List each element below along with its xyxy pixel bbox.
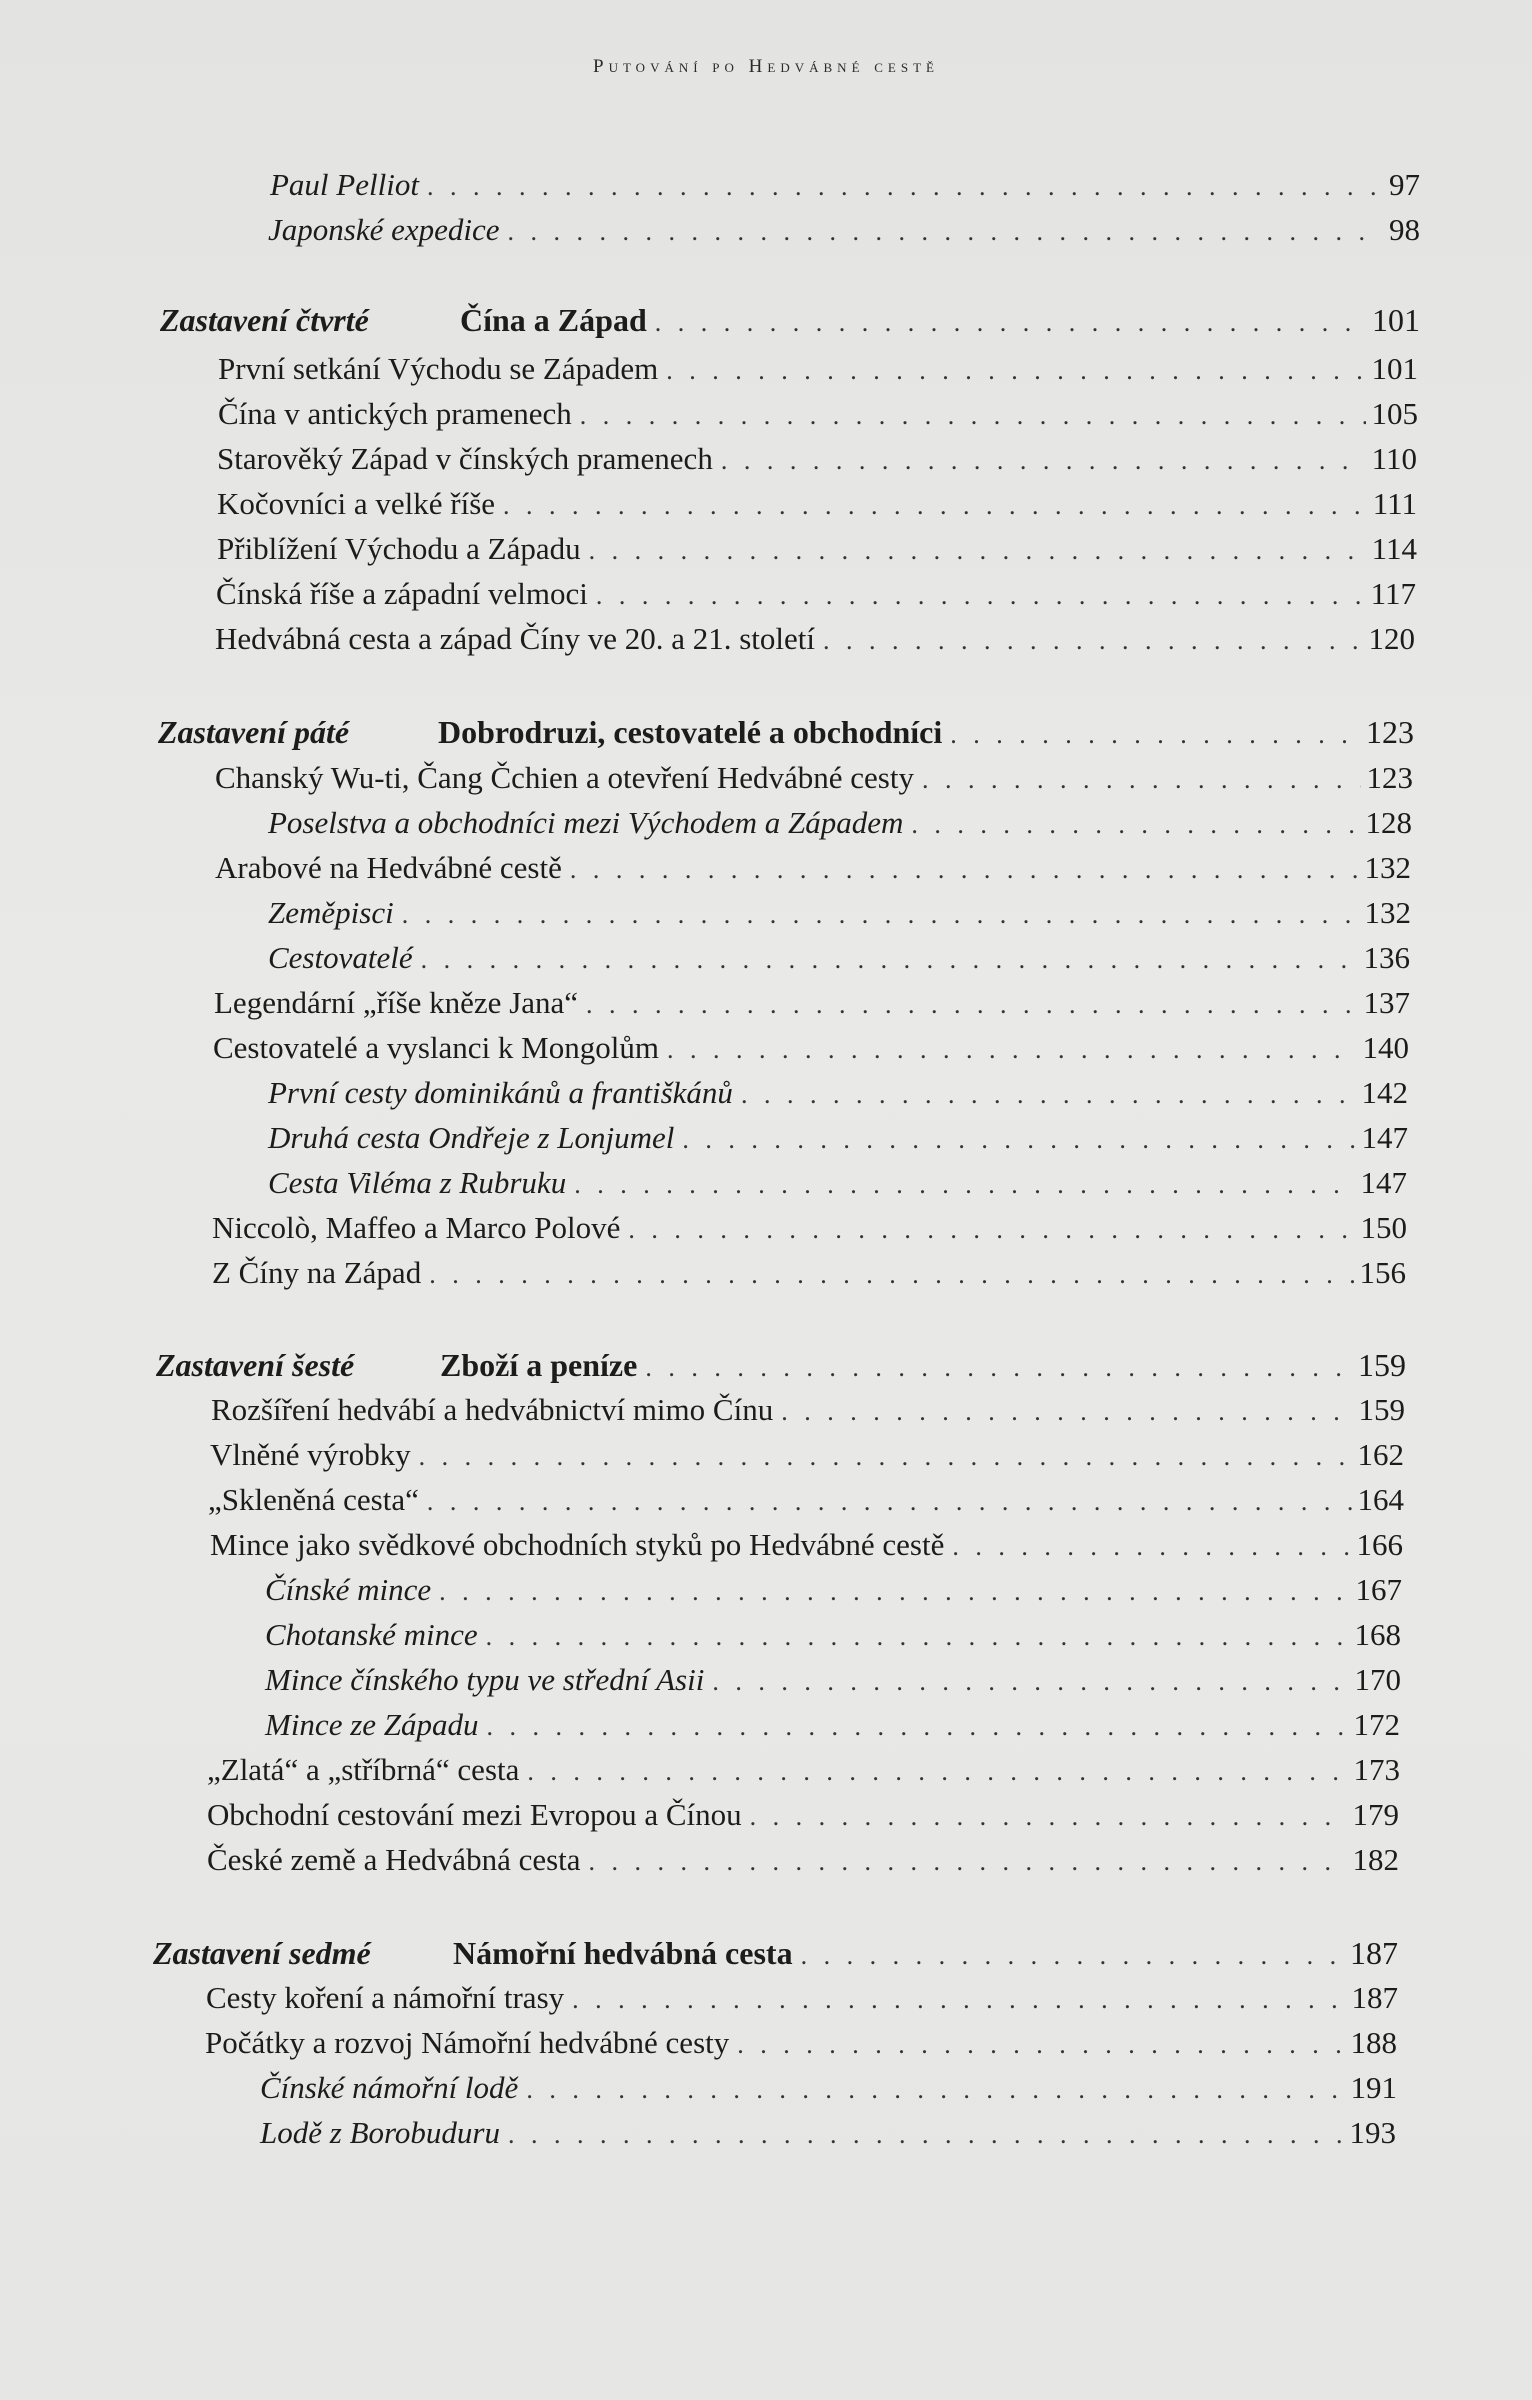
toc-entry-page: 159 (1358, 1392, 1405, 1427)
dot-leader (750, 1797, 1347, 1837)
toc-entry-page: 101 (1371, 351, 1418, 386)
toc-entry-page: 191 (1350, 2070, 1397, 2105)
dot-leader (596, 576, 1365, 616)
toc-entry-title: Chanský Wu-ti, Čang Čchien a otevření Hedvábné cesty (215, 760, 914, 795)
dot-leader (911, 805, 1359, 845)
toc-entry-title: Mince jako svědkové obchodních styků po Hedvábné cestě (210, 1527, 945, 1562)
toc-entry-title: Z Číny na Západ (212, 1255, 422, 1290)
dot-leader (922, 760, 1361, 800)
dot-leader (572, 1980, 1345, 2020)
dot-leader (439, 1572, 1349, 1612)
chapter-label: Zastavení šesté (156, 1347, 355, 1383)
toc-entry-title: Starověký Západ v čínských pramenech (217, 441, 713, 476)
toc-entry-page: 168 (1354, 1617, 1401, 1652)
dot-leader (487, 1707, 1348, 1747)
toc-entry-page: 140 (1362, 1030, 1409, 1065)
toc-entry-page: 188 (1350, 2025, 1397, 2060)
chapter-title: Námořní hedvábná cesta (453, 1935, 793, 1971)
toc-entry-page: 137 (1363, 985, 1410, 1020)
toc-entry-title: Druhá cesta Ondřeje z Lonjumel (268, 1120, 675, 1155)
toc-entry-page: 114 (1371, 531, 1417, 566)
toc-entry-page: 132 (1364, 895, 1411, 930)
dot-leader (666, 351, 1365, 391)
toc-entry (205, 2023, 1397, 2065)
toc-entry-title: Chotanské mince (265, 1617, 478, 1652)
toc-entry-page: 136 (1363, 940, 1410, 975)
toc-entry-page: 97 (1389, 167, 1420, 202)
toc-entry-title: Mince ze Západu (265, 1707, 479, 1742)
dot-leader (667, 1030, 1357, 1070)
toc-entry-page: 105 (1371, 396, 1418, 431)
toc-entry-page: 128 (1365, 805, 1412, 840)
toc-entry (268, 210, 1420, 252)
chapter-heading (158, 712, 1414, 754)
dot-leader (419, 1437, 1352, 1477)
dot-leader (589, 531, 1366, 571)
toc-entry-page: 120 (1368, 621, 1415, 656)
toc-entry-title: Arabové na Hedvábné cestě (215, 850, 562, 885)
toc-entry (265, 1660, 1401, 1702)
toc-entry-title: Mince čínského typu ve střední Asii (265, 1662, 705, 1697)
toc-entry (213, 1028, 1409, 1070)
toc-entry-title: Legendární „říše kněze Jana“ (214, 985, 579, 1020)
dot-leader (586, 985, 1357, 1025)
toc-entry-title: První cesty dominikánů a františkánů (268, 1075, 733, 1110)
toc-entry-title: Niccolò, Maffeo a Marco Polové (212, 1210, 621, 1245)
dot-leader (721, 441, 1366, 481)
toc-entry-title: „Skleněná cesta“ (208, 1482, 419, 1517)
toc-entry-title: Cestovatelé a vyslanci k Mongolům (213, 1030, 659, 1065)
toc-entry (215, 848, 1411, 890)
toc-entry-title: Čína v antických pramenech (218, 396, 572, 431)
chapter-heading (160, 300, 1420, 342)
dot-leader (645, 1348, 1352, 1388)
toc-entry (268, 938, 1410, 980)
toc-entry-title: Kočovníci a velké říše (217, 486, 496, 521)
toc-entry (212, 1208, 1407, 1250)
toc-entry (268, 1073, 1408, 1115)
toc-entry (207, 1840, 1399, 1882)
toc-entry-page: 111 (1372, 486, 1417, 521)
chapter-title: Čína a Západ (460, 302, 647, 338)
toc-entry-title: Lodě z Borobuduru (260, 2115, 500, 2150)
toc-entry (211, 1390, 1405, 1432)
toc-entry (260, 2068, 1397, 2110)
dot-leader (823, 621, 1363, 661)
toc-entry-title: Zeměpisci (268, 895, 394, 930)
chapter-heading (153, 1933, 1398, 1975)
dot-leader (628, 1210, 1354, 1250)
toc-entry-title: Cesty koření a námořní trasy (206, 1980, 565, 2015)
dot-leader (781, 1392, 1352, 1432)
dot-leader (655, 303, 1366, 343)
toc-entry (268, 1163, 1407, 1205)
toc-entry (215, 619, 1415, 661)
dot-leader (429, 1255, 1353, 1295)
toc-entry (218, 394, 1418, 436)
toc-entry (216, 574, 1416, 616)
toc-entry-page: 98 (1389, 212, 1420, 247)
chapter-title: Dobrodruzi, cestovatelé a obchodníci (438, 714, 943, 750)
dot-leader (421, 940, 1358, 980)
toc-entry (270, 165, 1420, 207)
dot-leader (737, 2025, 1344, 2065)
toc-entry-page: 167 (1355, 1572, 1402, 1607)
toc-entry-page: 172 (1353, 1707, 1400, 1742)
chapter-page: 159 (1358, 1347, 1406, 1383)
toc-entry (215, 758, 1413, 800)
dot-leader (508, 212, 1383, 252)
toc-entry (268, 803, 1412, 845)
chapter-label: Zastavení páté (158, 714, 350, 750)
toc-entry-page: 123 (1366, 760, 1413, 795)
dot-leader (574, 1165, 1354, 1205)
toc-entry (217, 439, 1417, 481)
toc-entry-title: Cesta Viléma z Rubruku (268, 1165, 567, 1200)
dot-leader (801, 1936, 1344, 1976)
toc-entry-page: 110 (1371, 441, 1417, 476)
toc-entry-title: Počátky a rozvoj Námořní hedvábné cesty (205, 2025, 730, 2060)
toc-entry-page: 142 (1361, 1075, 1408, 1110)
toc-entry (210, 1435, 1404, 1477)
toc-entry (206, 1978, 1398, 2020)
dot-leader (950, 715, 1360, 755)
dot-leader (580, 396, 1366, 436)
toc-entry (268, 1118, 1408, 1160)
chapter-page: 187 (1350, 1935, 1398, 1971)
dot-leader (486, 1617, 1349, 1657)
toc-entry-title: Poselstva a obchodníci mezi Východem a Západem (268, 805, 904, 840)
toc-entry-title: Vlněné výrobky (210, 1437, 411, 1472)
dot-leader (741, 1075, 1356, 1115)
toc-entry-page: 147 (1360, 1165, 1407, 1200)
chapter-label: Zastavení čtvrté (160, 302, 369, 338)
chapter-page: 123 (1366, 714, 1414, 750)
dot-leader (402, 895, 1359, 935)
toc-entry-page: 166 (1356, 1527, 1403, 1562)
toc-entry-title: Paul Pelliot (270, 167, 419, 202)
dot-leader (526, 2070, 1344, 2110)
toc-entry (217, 529, 1417, 571)
dot-leader (503, 486, 1367, 526)
dot-leader (427, 1482, 1352, 1522)
chapter-title: Zboží a peníze (440, 1347, 638, 1383)
toc-entry-page: 170 (1354, 1662, 1401, 1697)
toc-entry-title: Cestovatelé (268, 940, 413, 975)
toc-entry-page: 162 (1357, 1437, 1404, 1472)
toc-entry-page: 179 (1352, 1797, 1399, 1832)
toc-entry (212, 1253, 1406, 1295)
dot-leader (712, 1662, 1348, 1702)
toc-entry-page: 193 (1349, 2115, 1396, 2150)
toc-entry-title: Obchodní cestování mezi Evropou a Čínou (207, 1797, 742, 1832)
toc-entry (217, 484, 1417, 526)
toc-entry-page: 173 (1353, 1752, 1400, 1787)
toc-entry (207, 1795, 1399, 1837)
toc-entry (260, 2113, 1396, 2155)
dot-leader (589, 1842, 1347, 1882)
dot-leader (527, 1752, 1347, 1792)
toc-entry (265, 1570, 1402, 1612)
dot-leader (952, 1527, 1350, 1567)
toc-entry (208, 1480, 1404, 1522)
toc-entry-title: První setkání Východu se Západem (218, 351, 659, 386)
dot-leader (427, 167, 1383, 207)
chapter-label: Zastavení sedmé (153, 1935, 371, 1971)
toc-entry (268, 893, 1411, 935)
toc-entry-page: 150 (1360, 1210, 1407, 1245)
toc-entry-page: 117 (1370, 576, 1416, 611)
toc-entry-title: Japonské expedice (268, 212, 500, 247)
toc-entry-title: Hedvábná cesta a západ Číny ve 20. a 21. století (215, 621, 815, 656)
toc-entry-title: České země a Hedvábná cesta (207, 1842, 581, 1877)
toc-entry (214, 983, 1410, 1025)
toc-entry-title: Rozšíření hedvábí a hedvábnictví mimo Čínu (211, 1392, 774, 1427)
toc-entry-page: 156 (1359, 1255, 1406, 1290)
toc-entry (210, 1525, 1403, 1567)
dot-leader (508, 2115, 1344, 2155)
toc-entry-title: „Zlatá“ a „stříbrná“ cesta (207, 1752, 520, 1787)
toc-entry-page: 147 (1361, 1120, 1408, 1155)
toc-entry-page: 182 (1352, 1842, 1399, 1877)
toc-entry (265, 1615, 1401, 1657)
toc-entry (218, 349, 1418, 391)
dot-leader (570, 850, 1359, 890)
toc-entry-title: Přiblížení Východu a Západu (217, 531, 581, 566)
toc-entry-title: Čínské námořní lodě (260, 2070, 519, 2105)
toc-entry-page: 187 (1351, 1980, 1398, 2015)
toc-entry-title: Čínské mince (265, 1572, 432, 1607)
toc-entry-page: 132 (1364, 850, 1411, 885)
chapter-page: 101 (1372, 302, 1420, 338)
chapter-heading (156, 1345, 1406, 1387)
running-header: Putování po Hedvábné cestě (593, 56, 939, 77)
toc-entry-page: 164 (1357, 1482, 1404, 1517)
dot-leader (682, 1120, 1355, 1160)
toc-entry (265, 1705, 1400, 1747)
toc-entry (207, 1750, 1400, 1792)
toc-entry-title: Čínská říše a západní velmoci (216, 576, 588, 611)
